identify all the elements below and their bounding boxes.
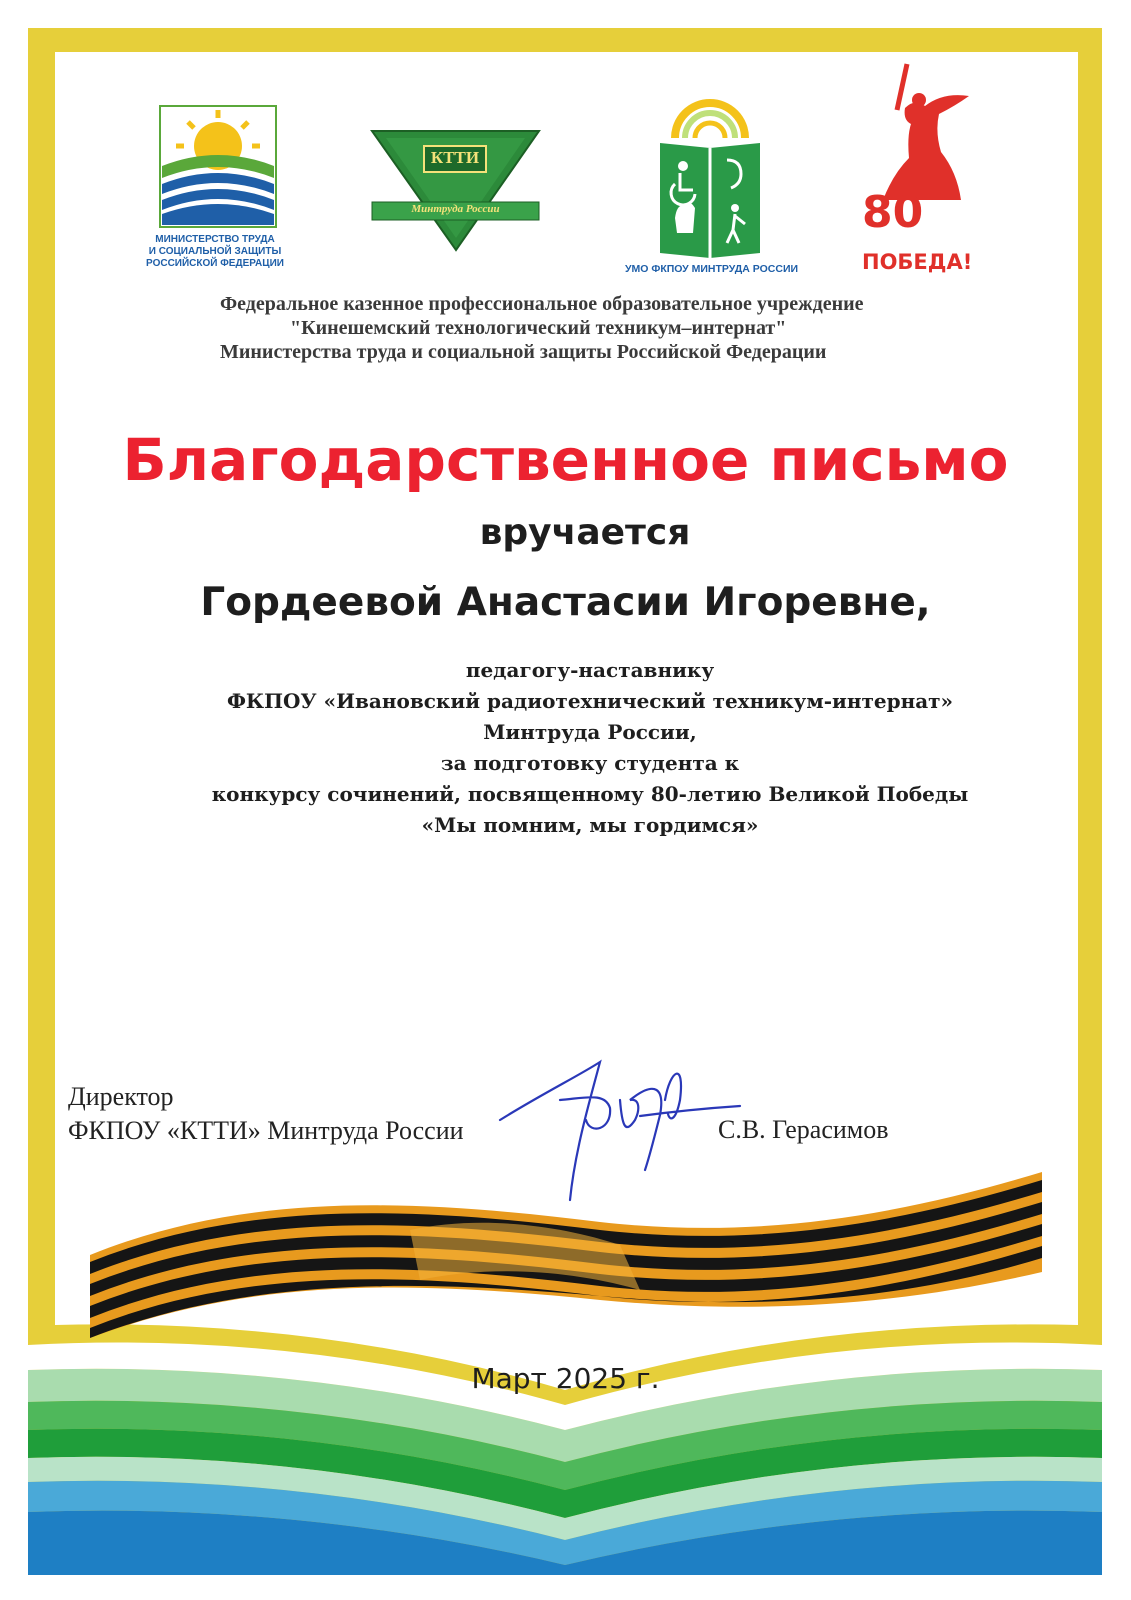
umo-logo — [625, 98, 799, 283]
document-subtitle: вручается — [479, 512, 691, 553]
body-line: ФКПОУ «Ивановский радиотехнический техникум-интернат» — [226, 689, 954, 713]
handwritten-signature — [490, 1040, 750, 1210]
motherland-statue-icon — [865, 62, 975, 202]
ministry-caption-line: МИНИСТЕРСТВО ТРУДА — [155, 234, 275, 245]
signatory-name: С.В. Герасимов — [718, 1115, 889, 1144]
ministry-emblem-icon — [158, 104, 278, 229]
institution-header — [150, 292, 1131, 364]
body-line: конкурсу сочинений, посвященному 80-летию Великой Победы — [211, 782, 969, 806]
body-line: педагогу-наставнику — [465, 658, 715, 682]
header-line: "Кинешемский технологический техникум–интернат" — [290, 317, 787, 339]
ktti-triangle-icon — [368, 128, 543, 253]
umo-book-icon — [655, 98, 765, 258]
victory-caption: ПОБЕДА! — [862, 250, 973, 274]
ministry-logo — [140, 100, 290, 280]
ktti-caption: Минтруда России — [411, 203, 500, 215]
ktti-label: КТТИ — [430, 148, 480, 167]
position-line: Директор — [68, 1082, 174, 1111]
body-line: за подготовку студента к — [440, 751, 740, 775]
victory-logo — [860, 62, 980, 287]
body-line: «Мы помним, мы гордимся» — [421, 813, 759, 837]
umo-caption: УМО ФКПОУ МИНТРУДА РОССИИ — [625, 263, 799, 275]
body-line: Минтруда России, — [483, 720, 697, 744]
document-title: Благодарственное письмо — [122, 426, 1009, 494]
ktti-logo — [368, 128, 543, 258]
award-reason — [90, 655, 1090, 841]
recipient-name: Гордеевой Анастасии Игоревне, — [200, 580, 931, 625]
ministry-caption-line: РОССИЙСКОЙ ФЕДЕРАЦИИ — [146, 258, 284, 269]
header-line: Федеральное казенное профессиональное образовательное учреждение — [220, 293, 864, 315]
header-line: Министерства труда и социальной защиты Российской Федерации — [220, 341, 827, 363]
issue-date: Март 2025 г. — [471, 1362, 660, 1395]
victory-number: 80 — [862, 187, 924, 238]
ministry-caption-line: И СОЦИАЛЬНОЙ ЗАЩИТЫ — [148, 246, 282, 257]
signatory-position — [68, 1080, 464, 1148]
position-line: ФКПОУ «КТТИ» Минтруда России — [68, 1116, 464, 1145]
